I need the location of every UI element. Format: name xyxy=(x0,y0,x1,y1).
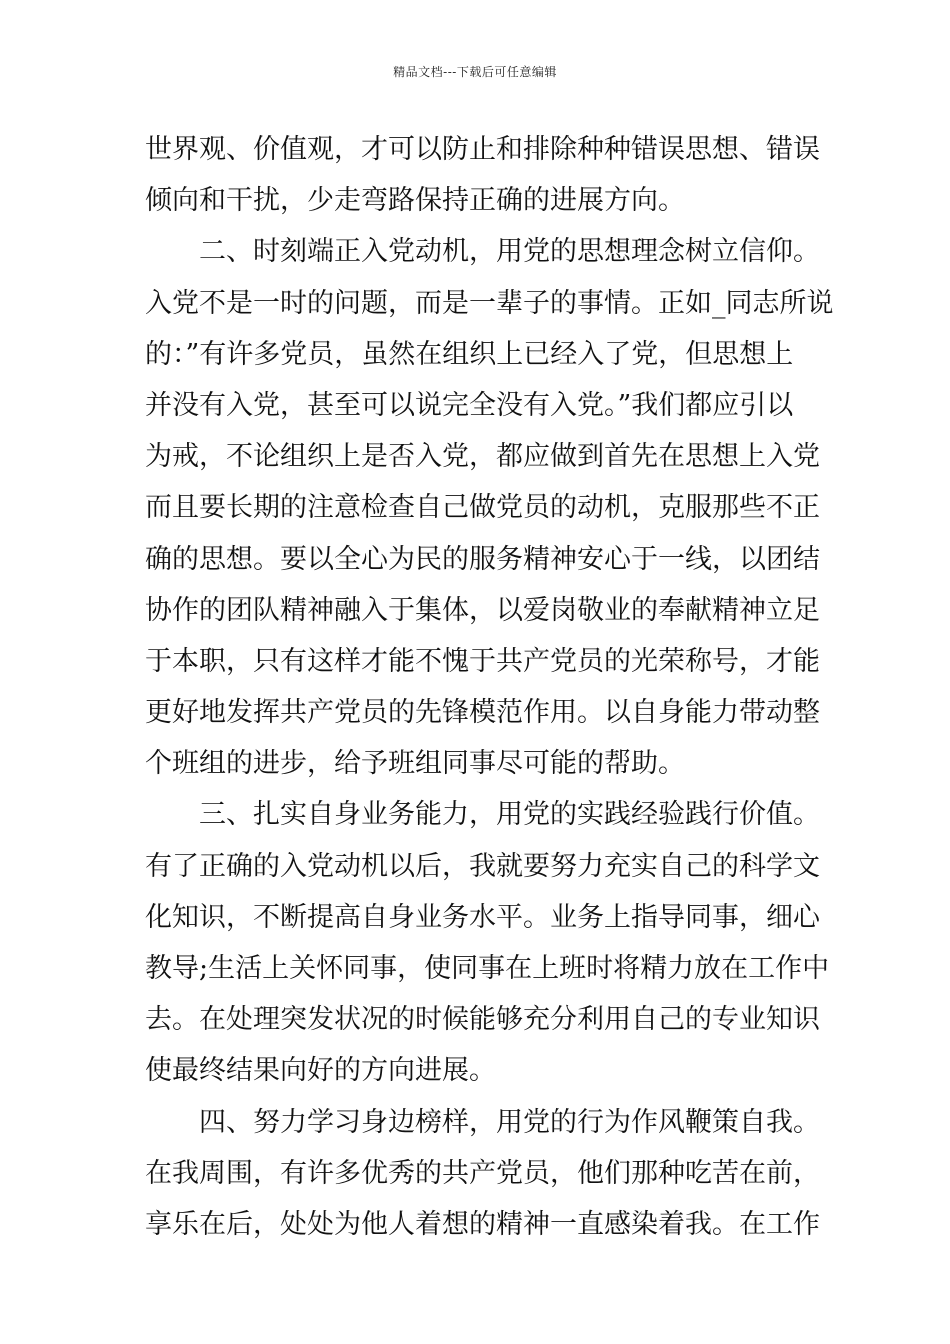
document-body xyxy=(145,124,834,1250)
text-line: 入党不是一时的问题，而是一辈子的事情。正如_同志所说 xyxy=(145,287,834,319)
text-line: 化知识，不断提高自身业务水平。业务上指导同事，细心 xyxy=(145,901,820,933)
page-header: 精品文档---下载后可任意编辑 xyxy=(393,65,557,79)
text-line: 为戒，不论组织上是否入党，都应做到首先在思想上入党 xyxy=(145,441,820,473)
text-line: 的：”有许多党员，虽然在组织上已经入了党，但思想上 xyxy=(145,338,794,370)
text-line: 享乐在后，处处为他人着想的精神一直感染着我。在工作 xyxy=(145,1208,820,1240)
text-line: 个班组的进步，给予班组同事尽可能的帮助。 xyxy=(145,748,685,780)
text-line: 去。在处理突发状况的时候能够充分利用自己的专业知识 xyxy=(145,1004,820,1036)
text-line: 世界观、价值观，才可以防止和排除种种错误思想、错误 xyxy=(145,134,820,165)
text-line: 使最终结果向好的方向进展。 xyxy=(145,1055,496,1087)
text-line: 有了正确的入党动机以后，我就要努力充实自己的科学文 xyxy=(145,850,820,882)
text-line: 而且要长期的注意检查自己做党员的动机，克服那些不正 xyxy=(145,492,820,524)
section-heading-4: 四、努力学习身边榜样，用党的行为作风鞭策自我。 xyxy=(199,1106,820,1138)
text-line: 教导;生活上关怀同事，使同事在上班时将精力放在工作中 xyxy=(145,953,830,984)
text-line: 更好地发挥共产党员的先锋模范作用。以自身能力带动整 xyxy=(145,697,820,729)
text-line: 在我周围，有许多优秀的共产党员，他们那种吃苦在前， xyxy=(145,1157,820,1189)
text-line: 倾向和干扰，少走弯路保持正确的进展方向。 xyxy=(145,185,685,217)
text-line: 于本职，只有这样才能不愧于共产党员的光荣称号，才能 xyxy=(145,645,820,677)
text-line: 并没有入党，甚至可以说完全没有入党。”我们都应引以 xyxy=(145,389,794,421)
section-heading-3: 三、扎实自身业务能力，用党的实践经验践行价值。 xyxy=(199,799,820,831)
text-line: 确的思想。要以全心为民的服务精神安心于一线，以团结 xyxy=(145,543,820,575)
section-heading-2: 二、时刻端正入党动机，用党的思想理念树立信仰。 xyxy=(199,236,820,268)
text-line: 协作的团队精神融入于集体，以爱岗敬业的奉献精神立足 xyxy=(145,594,820,626)
